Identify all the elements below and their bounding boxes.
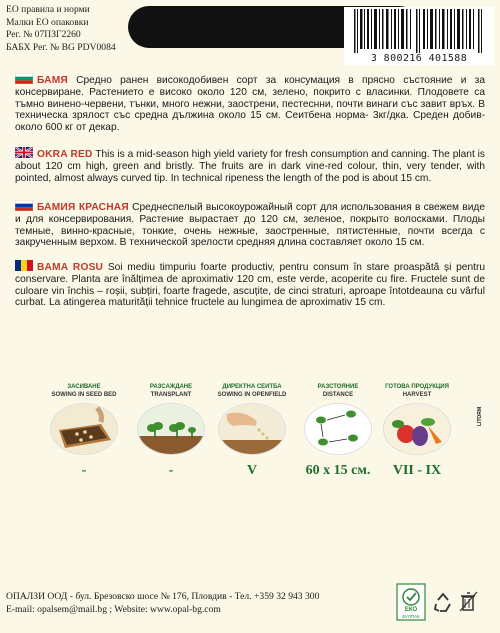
stage-value: - [168,463,174,478]
footer-contact [6,591,319,617]
flag-uk-icon [15,147,33,158]
text-ru: Среднеспелый высокоурожайный сорт для использования в свежем виде и для консервирования. Растение вырастает до 120 см, зеленое, покрыто волосками. Плоды темные, винно-красные, тонкие, очень нежные, заостренные, пятистенные, почти всегда с закрученным верхом. В технической зрелости средняя длина составляет около 15 см. [15,202,485,249]
stage-transplant [127,384,215,479]
text-ro: Soi mediu timpuriu foarte productiv, pentru consum în stare proaspătă și pentru conservare. Planta are înălțimea de aproximativ 120 cm, este verde, acoperite cu fire. Fructele sunt de culoare vin închis – roșii, subțiri, foarte fragede, ascuțite, de cinci straturi, aproape întotdeauna cu vârful curbat. La atingerea maturității tehnice fructele au lungimea de aproximativ 15 cm. [15,262,485,309]
eco-logo-top: ЕКО [404,607,418,613]
header-line: Малки ЕО опаковки [6,16,89,28]
recycle-icon [432,592,454,614]
title-ro: BAMA ROSU [37,262,104,273]
eco-logo-bottom: БУЛПАК [402,614,420,619]
eco-bulpak-logo [396,583,426,621]
text-bg: Средно ранен високодобивен сорт за консумация в прясно състояние и за консервиране. Растението е високо около 120 см, зелено, покрито с власинки. Плодовете са тъмно винено-червени, тънки, много нежни, заострени, пестеснни, почти винаги със завит връх. В техническа зрялост със средна дължина около 15 см. Сеитбена норма- 3кг/дка. Среден добив- около 600 кг от декар. [15,75,485,134]
title-bg: БАМЯ [37,75,68,86]
vegetables-icon [383,403,451,455]
stage-label-bg: РАЗСТОЯНИЕ [317,384,359,390]
header-line: ЕО правила и норми [6,4,90,15]
bin-icon [459,590,479,614]
distance-icon [304,403,372,455]
stage-harvest [373,384,461,479]
stage-label-en: HARVEST [402,391,432,398]
description-bg [15,73,485,134]
hand-sowing-icon [218,403,286,455]
litorm-label: LITORM [477,406,483,426]
flag-ro-icon [15,260,33,271]
description-ro [15,260,485,309]
stage-value: VII - IX [392,463,442,478]
stage-label-en: SOWING IN SEED BED [51,391,117,398]
flag-ru-icon [15,200,33,211]
transplant-icon [137,403,205,455]
stage-label-bg: ДИРЕКТНА СЕИТБА [222,384,282,390]
title-en: OKRA RED [37,149,93,160]
stage-distance [294,384,382,479]
stage-value: 60 x 15 см. [305,463,371,478]
flag-bg-icon [15,73,33,84]
stage-label-bg: РАЗСАЖДАНЕ [149,384,193,390]
description-en [15,147,485,184]
stage-label-bg: ГОТОВА ПРОДУКЦИЯ [385,384,449,390]
stage-label-bg: ЗАСИВАНЕ [67,384,101,390]
header-line: БАБХ Рег. № BG PDV0084 [6,41,116,53]
stage-direct-sowing [208,384,296,479]
stage-label-en: DISTANCE [322,391,354,398]
header-line: Рег. № 07ПЗГ2260 [6,29,81,41]
footer-web: E-mail: opalsem@mail.bg ; Website: www.opal-bg.com [6,603,221,615]
barcode [344,7,494,65]
seed-tray-icon [50,403,118,455]
title-ru: БАМИЯ КРАСНАЯ [37,202,129,213]
stage-value: V [246,463,258,478]
header-info [6,4,116,54]
description-ru [15,200,485,249]
stage-label-en: SOWING IN OPENFIELD [217,391,287,398]
stage-label-en: TRANSPLANT [150,391,192,398]
barcode-number: 3 800216 401588 [370,53,468,64]
stage-sowing-seedbed [40,384,128,479]
text-en: This is a mid-season high yield variety for fresh consumption and canning. The plant is about 120 cm high, green and bristly. The fruits are in dark vine-red colour, thin, very tender, with pointed, almost always curved tip. In technical ripeness the length of the pod is about 15 cm. [15,149,485,184]
footer-address: ОПАЛЗИ ООД - бул. Брезовско шосе № 176, Пловдив - Тел. +359 32 943 300 [6,591,320,602]
barcode-bars [354,9,484,53]
stage-value: - [81,463,87,478]
